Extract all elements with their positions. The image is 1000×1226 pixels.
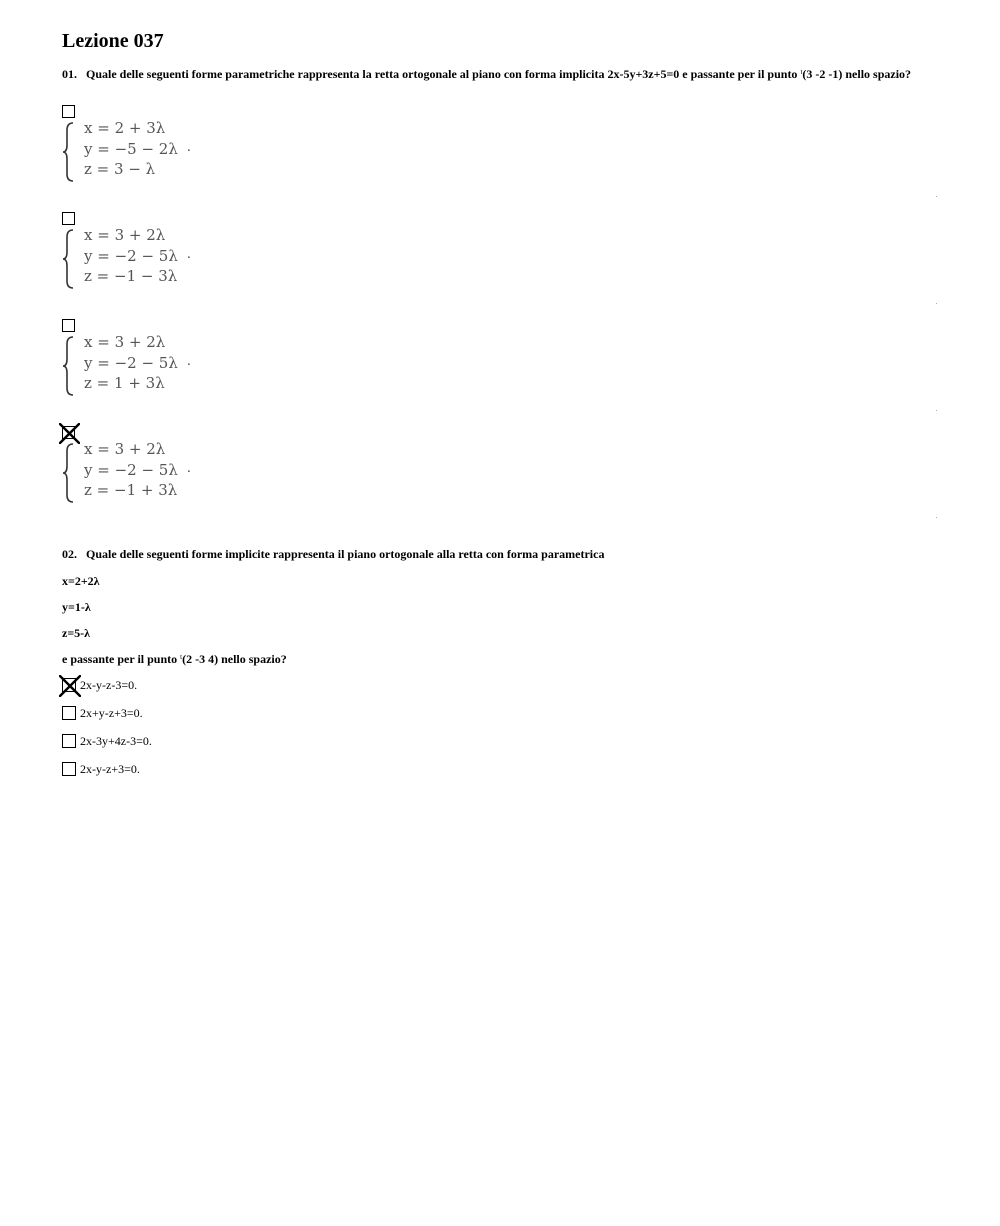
left-brace-icon (62, 442, 76, 504)
q1-option-2[interactable] (62, 212, 202, 292)
separator-mark (936, 196, 937, 197)
q2-option-2-checkbox[interactable] (62, 706, 76, 720)
left-brace-icon (62, 335, 76, 397)
equation-period: . (187, 139, 191, 155)
equation-z: z = −1 + 3λ (84, 481, 178, 499)
q2-option-4-label: 2x-y-z+3=0. (80, 762, 140, 776)
equation-y: y = −2 − 5λ (84, 460, 178, 479)
separator-mark (936, 410, 937, 411)
equation-x: x = 3 + 2λ (84, 333, 166, 351)
q2-option-2-label: 2x+y-z+3=0. (80, 706, 143, 720)
point-marker: t (800, 68, 803, 76)
separator-mark (936, 303, 937, 304)
equation-x: x = 3 + 2λ (84, 440, 166, 458)
q1-option-4-checkbox[interactable] (62, 426, 75, 439)
equation-period: . (187, 246, 191, 262)
equation-period: . (187, 353, 191, 369)
param-x: x=2+2λ (62, 574, 100, 588)
cross-mark-icon (59, 675, 81, 697)
param-z: z=5-λ (62, 626, 91, 640)
q1-option-1-system (84, 118, 178, 180)
page-title: Lezione 037 (62, 30, 164, 52)
q1-option-2-system (84, 225, 178, 287)
equation-x: x = 3 + 2λ (84, 226, 166, 244)
equation-y: y = −5 − 2λ (84, 139, 178, 158)
question-1-text (62, 66, 932, 81)
equation-y: y = −2 − 5λ (84, 353, 178, 372)
q2-option-1[interactable] (62, 678, 362, 694)
q2-option-4[interactable] (62, 762, 362, 778)
equation-period: . (187, 460, 191, 476)
question-1-point: (3 -2 -1) nello spazio? (802, 67, 912, 81)
equation-y: y = −2 − 5λ (84, 246, 178, 265)
q1-option-1-checkbox[interactable] (62, 105, 75, 118)
q1-option-3[interactable] (62, 319, 202, 399)
separator-mark (936, 517, 937, 518)
question-2-text (62, 548, 932, 561)
point-marker: t (180, 653, 183, 661)
q1-option-1[interactable] (62, 105, 202, 185)
q2-option-3-label: 2x-3y+4z-3=0. (80, 734, 152, 748)
question-2-point: (2 -3 4) nello spazio? (182, 652, 287, 666)
q2-option-3-checkbox[interactable] (62, 734, 76, 748)
q2-option-1-label: 2x-y-z-3=0. (80, 678, 138, 692)
passing-text: e passante per il punto (62, 652, 178, 666)
q2-option-4-checkbox[interactable] (62, 762, 76, 776)
q2-option-2[interactable] (62, 706, 362, 722)
q2-option-3[interactable] (62, 734, 362, 750)
left-brace-icon (62, 228, 76, 290)
q1-option-4-system (84, 439, 178, 501)
question-2-number: 02. (62, 547, 77, 561)
left-brace-icon (62, 121, 76, 183)
q1-option-2-checkbox[interactable] (62, 212, 75, 225)
q2-option-1-checkbox[interactable] (62, 678, 76, 692)
equation-x: x = 2 + 3λ (84, 119, 166, 137)
param-y: y=1-λ (62, 600, 91, 614)
q1-option-3-system (84, 332, 178, 394)
question-1-number: 01. (62, 67, 77, 81)
question-1-body: Quale delle seguenti forme parametriche rappresenta la retta ortogonale al piano con forma implicita 2x-5y+3z+5=0 e passante per il punto (86, 67, 798, 81)
q1-option-4[interactable] (62, 426, 202, 506)
equation-z: z = 1 + 3λ (84, 374, 165, 392)
question-2-body: Quale delle seguenti forme implicite rappresenta il piano ortogonale alla retta con forma parametrica (86, 547, 605, 561)
cross-mark-icon (59, 423, 80, 444)
equation-z: z = 3 − λ (84, 160, 156, 178)
question-2-point-line (62, 652, 287, 667)
equation-z: z = −1 − 3λ (84, 267, 178, 285)
q1-option-3-checkbox[interactable] (62, 319, 75, 332)
